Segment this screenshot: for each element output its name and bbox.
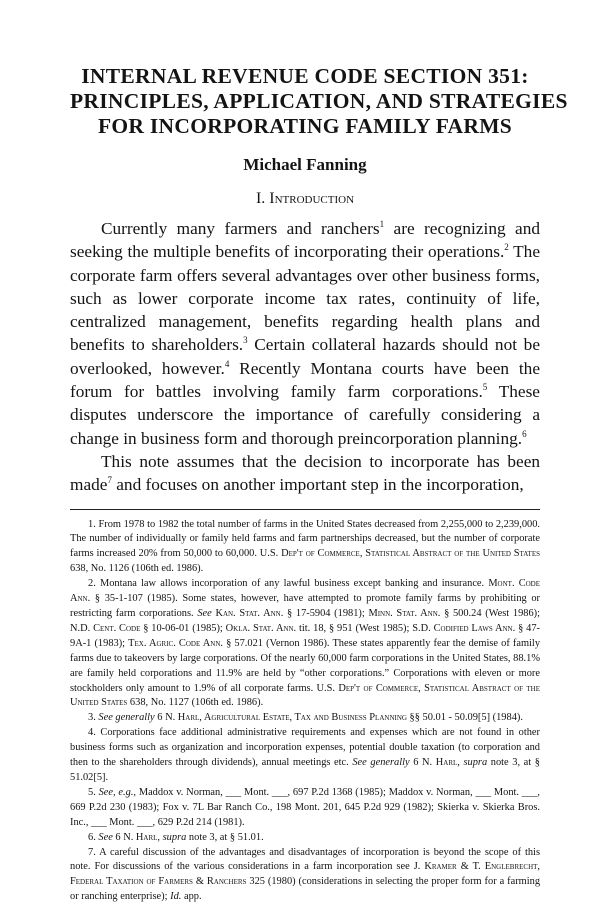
footnote-divider xyxy=(70,509,540,510)
text-run: 638, No. 1127 (106th ed. 1986). xyxy=(127,697,264,709)
text-run: note 3, at § 51.01. xyxy=(186,831,264,843)
title-line: INTERNAL REVENUE CODE SECTION 351: xyxy=(81,64,529,88)
signal-italic: See xyxy=(197,608,212,619)
footnote-ref[interactable]: 4 xyxy=(224,358,230,369)
text-run: § 17-5904 (1981); xyxy=(283,608,369,619)
footnotes xyxy=(70,518,540,906)
footnote xyxy=(70,726,540,786)
text-run: A careful discussion of the advantages and disadvantages of incorporation is beyond the scope of this note. For discussions of the various considerations in a farm incorporation see J. xyxy=(70,846,540,873)
citation-smallcaps: Kramer & T. Englebrecht, Federal Taxation of Farmers & Ranchers xyxy=(70,861,540,888)
footnote-ref[interactable]: 7 xyxy=(107,475,112,486)
text-run: The corporate farm offers several advantages over other business forms, such as lower corporate income tax rates, continuity of life, centralized management, benefits regarding health plans and benefits to shareholders. xyxy=(70,242,540,355)
footnote xyxy=(70,518,540,578)
citation-smallcaps: Kan. Stat. Ann. xyxy=(215,608,284,619)
text-run: § 57.021 (Vernon 1986). These states apparently fear the demise of family farms due to takeovers by large corporations. Of the nearly 60,000 farm corporations in the United States, 88.1% are family held corporations and 11.9% are held by “other corporations.” Corporations with eleven or more stockholders only amount to 1.9% of all corporate farms. U.S. xyxy=(70,637,541,694)
body-paragraph xyxy=(70,450,540,497)
text-run: From 1978 to 1982 the total number of farms in the United States decreased from 2,255,000 to 2,239,000. The number of individually or family held farms and farm partnerships decreased, but the number of corporate farms increased 20% from 50,000 to 60,000. U.S. xyxy=(70,518,540,560)
footnote xyxy=(70,577,540,711)
title-line: FOR INCORPORATING FAMILY FARMS xyxy=(97,114,513,138)
signal-italic: See, e.g., xyxy=(98,786,137,798)
footnote-ref[interactable]: 1 xyxy=(379,219,385,229)
section-title: Introduction xyxy=(269,190,355,207)
footnote xyxy=(70,831,540,846)
text-run: § 35-1-107 (1985). Some states, however, have attempted to promote family farms by prohibiting or restricting farm corporations. xyxy=(70,593,540,619)
footnote-ref[interactable]: 2 xyxy=(504,242,509,253)
article-title xyxy=(70,0,568,139)
section-numeral: I. xyxy=(255,190,266,207)
text-run: §§ 50.01 - 50.09[5] (1984). xyxy=(406,712,523,724)
text-run: Recently Montana courts have been the forum for battles involving family farm corporations. xyxy=(70,358,540,402)
citation-smallcaps: Harl, Agricultural Estate, Tax and Business Planning xyxy=(177,712,407,724)
citation-smallcaps: Okla. Stat. Ann. xyxy=(225,622,297,634)
body-text xyxy=(70,217,540,497)
footnote xyxy=(70,711,540,726)
signal-italic: supra xyxy=(463,757,488,769)
text-run: tit. 18, § 951 (West 1985); S.D. xyxy=(296,622,434,634)
signal-italic: See generally xyxy=(98,712,155,724)
footnote xyxy=(70,846,540,906)
citation-smallcaps: Harl, xyxy=(435,757,460,769)
footnote-number: 5. xyxy=(88,786,96,798)
text-run: These disputes underscore the importance of carefully considering a change in business form and thorough preincorporation planning. xyxy=(70,382,540,448)
citation-smallcaps: Minn. Stat. Ann. xyxy=(368,608,441,619)
citation-smallcaps: Tex. Agric. Code Ann. xyxy=(128,637,223,649)
signal-italic: Id. xyxy=(170,891,182,903)
text-run: This note assumes that the decision to incorporate has been made xyxy=(70,451,540,495)
text-run: Montana law allows incorporation of any lawful business except banking and insurance. xyxy=(95,578,489,590)
footnote-number: 4. xyxy=(88,727,96,739)
text-run: Corporations face additional administrative requirements and expenses which are not found in other business forms such as organization and incorporation expenses, potential double taxation (to corporation and then to the shareholders through dividends), annual meetings etc. xyxy=(70,727,540,769)
footnote-ref[interactable]: 3 xyxy=(243,335,248,346)
text-run: Maddox v. Norman, ___ Mont. ___, 697 P.2d 1368 (1985); Maddox v. Norman, ___ Mont. ___, 669 P.2d 230 (1983); Fox v. 7L Bar Ranch Co., 198 Mont. 201, 645 P.2d 929 (1982); Skierka v. Skierka Bros. Inc., ___ Mont. ___, 629 P.2d 214 (1981). xyxy=(70,786,540,828)
body-paragraph xyxy=(70,217,540,450)
footnote-number: 2. xyxy=(88,578,96,590)
text-run: are recognizing and seeking the multiple benefits of incorporating their operations. xyxy=(70,219,540,262)
citation-smallcaps: Codified Laws Ann. xyxy=(433,622,516,634)
text-run: Currently many farmers and ranchers xyxy=(101,219,380,238)
text-run: and focuses on another important step in the incorporation, xyxy=(111,475,524,495)
section-heading xyxy=(70,189,540,209)
citation-smallcaps: Cent. Code xyxy=(93,622,141,634)
footnote-number: 6. xyxy=(88,831,96,843)
footnote-number: 3. xyxy=(88,712,96,724)
text-run: § 10-06-01 (1985); xyxy=(140,622,226,634)
author-name: Michael Fanning xyxy=(243,155,367,174)
citation-smallcaps: Dep't of Commerce, Statistical Abstract of the United States xyxy=(70,682,540,709)
footnote-ref[interactable]: 6 xyxy=(522,428,527,439)
title-line: PRINCIPLES, APPLICATION, AND STRATEGIES xyxy=(70,89,568,113)
text-run: Certain collateral hazards should not be overlooked, however. xyxy=(70,335,540,378)
signal-italic: supra xyxy=(162,831,187,843)
text-run: app. xyxy=(181,891,202,903)
footnote-number: 1. xyxy=(88,518,96,530)
text-run: § 47-9A-1 (1983); xyxy=(70,622,540,649)
text-run: note 3, at § 51.02[5]. xyxy=(70,757,540,783)
citation-smallcaps: Dep't of Commerce, Statistical Abstract of the United States xyxy=(281,548,540,560)
signal-italic: See xyxy=(98,831,113,843)
citation-smallcaps: Mont. Code Ann. xyxy=(70,578,541,605)
text-run: 6 N. xyxy=(409,757,436,769)
text-run: 6 N. xyxy=(154,712,178,724)
text-run: § 500.24 (West 1986); N.D. xyxy=(70,608,541,634)
signal-italic: See generally xyxy=(352,757,410,769)
footnote-ref[interactable]: 5 xyxy=(482,382,488,393)
footnote-number: 7. xyxy=(88,846,96,858)
text-run: 638, No. 1126 (106th ed. 1986). xyxy=(70,563,204,575)
citation-smallcaps: Harl, xyxy=(135,831,161,843)
text-run: 6 N. xyxy=(112,831,136,843)
footnote xyxy=(70,786,540,831)
text-run: 325 (1980) (considerations in selecting the proper form for a farming or ranching enterprise); xyxy=(70,876,541,903)
